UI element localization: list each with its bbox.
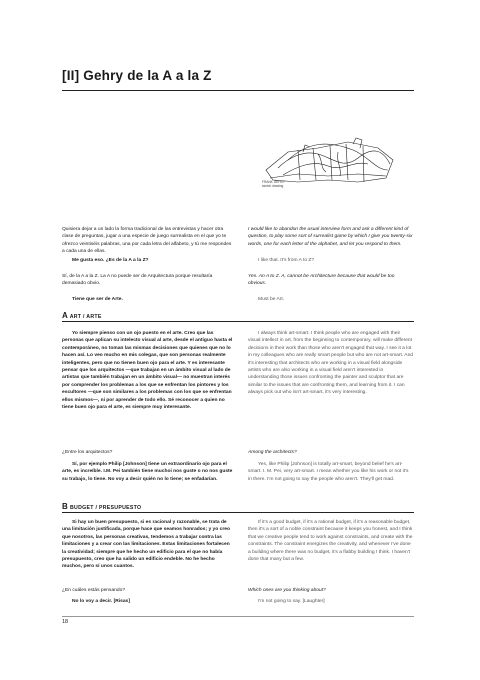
section-b-reply-es: No lo voy a decir. [Risas] [72, 599, 130, 604]
intro-question2-es: Sí, de la A a la Z. La A no puede ser de Arquitectura porque resultaría demasiado obvio. [62, 274, 213, 287]
intro-answer-es: Me gusta eso. ¿Es de la A a la Z? [72, 258, 149, 263]
intro-answer-en: I like that. It's from A to Z? [258, 258, 315, 263]
section-a-reply-en: Yes, like Philip [Johnson] is totally art-smart, beyond belief he's art-smart. I. M. Pei, very art-smart. I mean whether you like his work or not it's in there. I'm not going to say the people who aren't. They'll get mad. [248, 462, 409, 482]
section-b-answer-es: Si hay un buen presupuesto, si es racional y razonable, se trata de una limitación justificada, porque hace que seamos honrados; y yo creo que nosotros, las personas creativas, tendemos a trabajar contra las limitaciones y a crear con las limitaciones. Estas limitaciones fortalecen la creatividad; siempre que he hecho un edificio para el que no había presupuesto, creo que ha salido un edificio endeble. No he hecho muchos, pero sí unos cuantos. [62, 520, 230, 570]
page-number: 18 [62, 619, 69, 625]
page-title [62, 68, 212, 83]
sketch-caption-line: sketch drawing [262, 184, 284, 188]
section-a-answer-en: I always think art-smart. I think people who are engaged with their visual intellect in art, from the beginning to contemporary, will make different decisions in their work than those who aren't engaged that way. I see it a lot in my colleagues who are really smart people but who are not art-smart. And it's interesting that architects who are working in a visual field alongside artists who are also working in a visual field aren't interested in understanding those issues confronting the painter and sculptor that are similar to the issues that are confronting them, and learning from it. I can always pick out who isn't art-smart, it's very interesting. [248, 331, 414, 396]
section-a-reply-es: Sí, por ejemplo Philip [Johnson] tiene un extraordinario ojo para el arte, es increíble. I.M. Pei también tiene muchoi nos guste o no nos guste su trabajo, lo tiene. No voy a decir quién no lo tiene; se enfadarían. [62, 462, 233, 482]
section-b-question-es: ¿En cuáles estás pensando? [62, 588, 126, 593]
section-b-reply-en: I'm not going to say. [Laughter] [258, 599, 325, 604]
section-a-letter: A [62, 311, 68, 320]
title-main: Gehry de la A a la Z [83, 68, 212, 83]
section-a-heading [62, 311, 102, 320]
section-b-heading [62, 502, 141, 511]
section-b-label: BUDGET / PRESUPUESTO [70, 505, 142, 511]
section-b-rule [62, 512, 414, 513]
section-a-label: ART / ARTE [69, 314, 102, 320]
intro-answer2-es: Tiene que ser de Arte. [72, 297, 123, 302]
intro-question2-en: Yes. An A to Z. A, cannot be Architecture because that would be too obvious. [248, 274, 395, 287]
section-b-question-en: Which ones are you thinking about? [248, 588, 326, 593]
section-b-answer-en: If it's a good budget, if it's a rational budget, if it's a reasonable budget, then it's a sort of a noble constraint because it keeps you honest, and I think that we creative people tend to work against constraints, and create with the constraints. The constraint energizes the creativity, and whenever I've done a building where there was no budget, it's a flabby building I think. I haven't done that many but a few. [248, 520, 413, 563]
sketch-caption [262, 180, 292, 188]
section-b-letter: B [62, 502, 68, 511]
title-rule [62, 90, 414, 91]
section-a-question-en: Among the architects? [248, 450, 297, 455]
sketch-caption-line: FRANK GEHRY [262, 180, 285, 184]
section-a-question-es: ¿Entre los arquitectos? [62, 450, 113, 455]
intro-question-es: Quisiera dejar a un lado la forma tradicional de las entrevistas y hacer otra clase de preguntas, jugar a una especie de juego surrealista en el que yo te ofrezco veintiséis palabras, una por cada letra del alfabeto, y tú me respondes a cada una de ellas. [62, 227, 232, 255]
intro-question-en: I would like to abandon the usual interview form and ask a different kind of question, to play some sort of surrealist game by which I give you twenty-six words, one for each letter of the alphabet, and let you respond to them. [248, 227, 413, 247]
title-prefix: [II] [62, 68, 84, 83]
intro-answer2-en: Must be Art. [258, 297, 285, 302]
footer-rule [62, 616, 414, 617]
section-a-rule [62, 321, 414, 322]
section-a-answer-es: Yo siempre pienso con un ojo puesto en el arte. Creo que las personas que aplican su intelecto visual al arte, desde el antiguo hasta el contemporáneo, no toman las mismas decisiones que quienes que no lo hacen así. Lo veo mucho en mis colegas, que son personas realmente inteligentes, pero que no tienen buen ojo para el arte. Y es interesante pensar que los arquitectos —que trabajan en un ámbito visual al lado de artistas que también trabajan en un ámbito visual— no muestran interés por comprender los problemas a los que se enfrentan los pintores y los escultores —que son similares a los problemas con los que se enfrentan ellos mismos—, ni por aprender de todo ello. Sé reconocer a quien no tiene buen ojo para el arte, es siempre muy interesante. [62, 331, 233, 411]
